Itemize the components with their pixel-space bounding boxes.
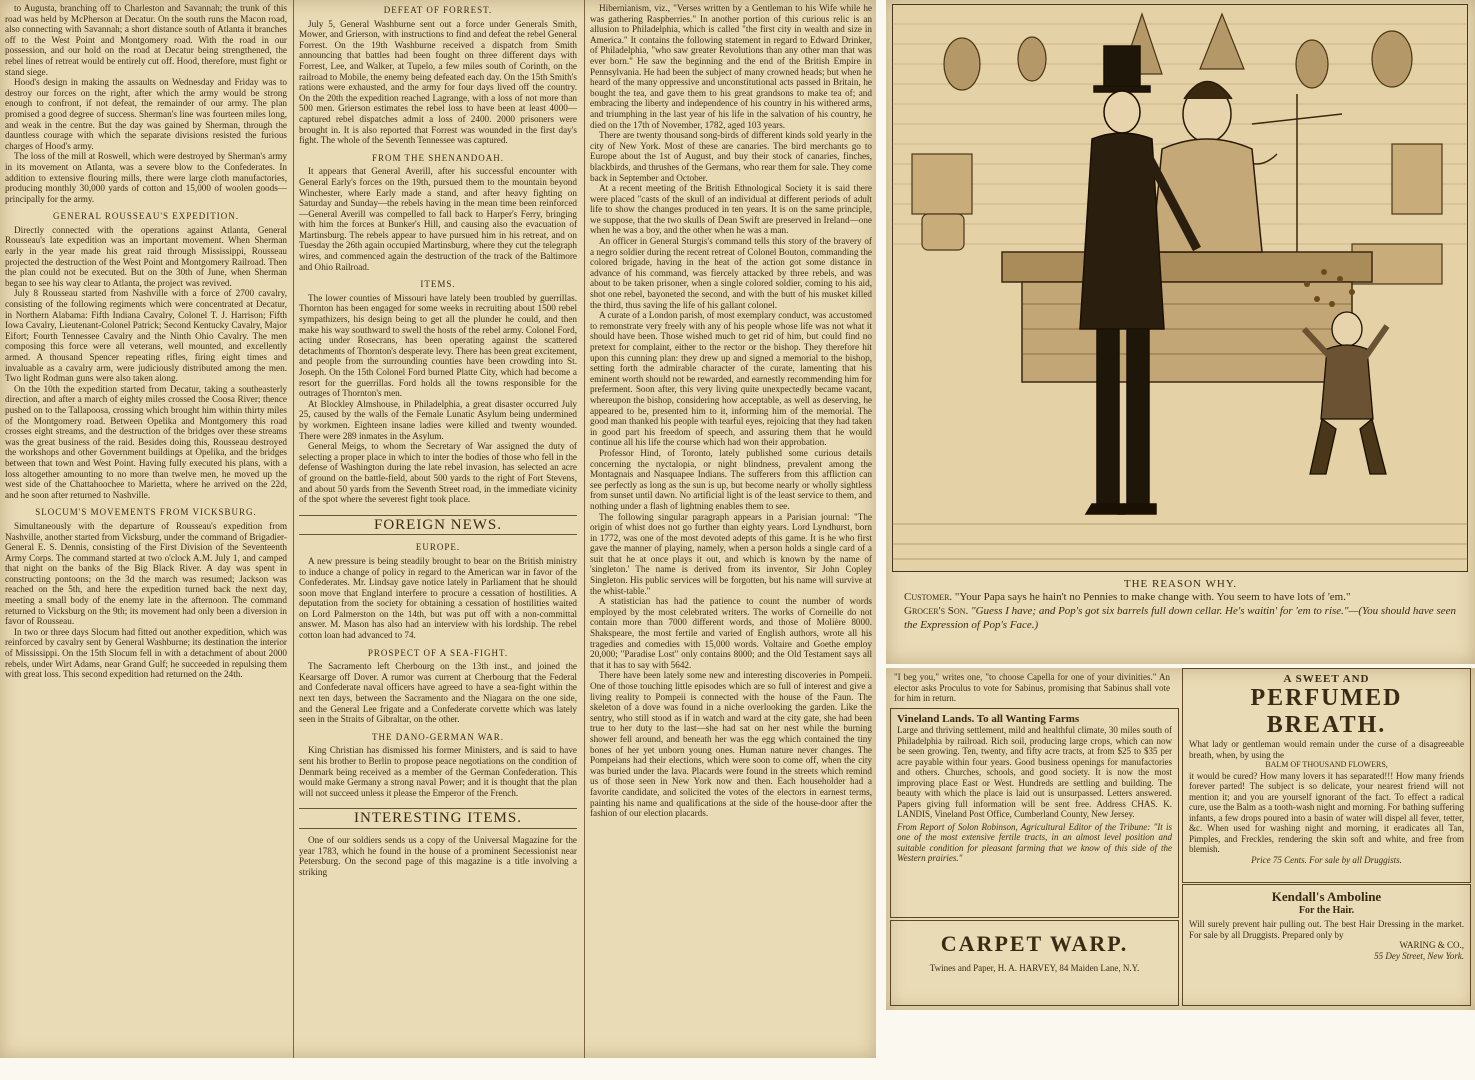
paragraph: On the 10th the expedition started from Decatur, taking a southeasterly direction, and after a march of eighty miles crossed the Coosa River; thence pushed on to the Tallapoosa, crossing which brought him within thirty miles of the Montgomery road. Between Opelika and Montgomery this road crosses eight streams, and the destruction of the bridges over these streams was the great business of the raid. Besides doing this, Rousseau destroyed the workshops and other Government buildings at Opelika, and the bridges between that town and West Point. Having fully executed his plans, with a loss altogether amounting to no more than twelve men, he moved up the west side of the Chattahoochee to Marietta, where he arrived on the 22d, and he soon after returned to Nashville. — [5, 383, 287, 500]
perfumed-breath-advertisement — [1182, 668, 1471, 883]
illustration-caption — [886, 604, 1475, 632]
breath-balm: BALM OF THOUSAND FLOWERS, — [1265, 760, 1388, 769]
paragraph: King Christian has dismissed his former Ministers, and is said to have sent his brother to Berlin to propose peace negotiations on the condition of Denmark being received as a member of the German Confederation. This would make Germany a strong naval Power; and it is thought that the plan will not succeed unless it please the Emperor of the French. — [299, 745, 577, 798]
paragraph: A statistician has had the patience to count the number of words employed by the most celebrated writers. The works of Corneille do not contain more than 7000 different words, and those of Molière 8000. Shakspeare, the most fertile and varied of English authors, wrote all his tragedies and comedies with 15,000 words. Voltaire and Goethe employ 20,000; "Paradise Lost" only contains 8000; and the Old Testament says all that it has to say with 5642. — [590, 596, 872, 670]
illustration-caption — [886, 590, 1475, 604]
carpet-warp-body: Twines and Paper, H. A. HARVEY, 84 Maiden Lane, N.Y. — [929, 963, 1140, 973]
breath-pretitle: A SWEET AND — [1283, 673, 1370, 685]
paragraph: Professor Hind, of Toronto, lately published some curious details concerning the nyctalopia, or night blindness, prevalent among the Montagnais and Nasquapee Indians. The sufferers from this affliction can see perfectly as long as the sun is up, but become nearly or wholly sightless from sunset until dawn. No artificial light is of the least service to them, and nothing under a flash of lightning enables them to see. — [590, 447, 872, 511]
text-fragment: "I beg you," writes one, "to choose Capella for one of your divinities." An elector asks Proculus to vote for Sabinus, promising that Sabinus shall vote for him in return. — [894, 672, 1170, 702]
kendall-maker: WARING & CO., — [1399, 940, 1464, 950]
section-heading: FROM THE SHENANDOAH. — [371, 152, 505, 163]
column-3 — [584, 0, 876, 1058]
paragraph: There are twenty thousand song-birds of different kinds sold yearly in the city of New York. Most of these are canaries. The bird merchants go to Europe about the 1st of August, and buy their stock of canaries, finches, blackbirds, and thrushes of the Germans, who rear them for sale. They come back in September and October. — [590, 130, 872, 183]
section-heading: EUROPE. — [415, 542, 461, 553]
column-2 — [293, 0, 582, 1058]
customer-label: Customer. — [904, 591, 953, 603]
paragraph: General Meigs, to whom the Secretary of War assigned the duty of selecting a proper place in which to inter the bodies of those who fell in the defense of Washington during the late rebel invasion, has selected an acre of ground on the battle-field, about 500 yards to the right of Fort Stevens, and about 50 yards from the Seventh Street road, in the immediate vicinity of the spot where the severest fight took place. — [299, 441, 577, 505]
paragraph: Directly connected with the operations against Atlanta, General Rousseau's late expedition was an important movement. When Sherman early in the year made his great raid through Mississippi, Rousseau projected the destruction of the West Point and Montgomery Railroad. Then the plan could not be executed. But on the 30th of June, when Sherman began to see his way clear to Atlanta, the project was revived. — [5, 224, 287, 288]
advertisement-panel — [886, 668, 1475, 1010]
section-heading: SLOCUM'S MOVEMENTS FROM VICKSBURG. — [35, 507, 257, 518]
paragraph: A curate of a London parish, of most exemplary conduct, was accustomed to remonstrate very freely with any of his people whose life was not what it should have been. Those wished much to get rid of him, but could find no pretext for complaint, either to the rector or the bishop. They therefore hit upon this cunning plan: they drew up and signed a memorial to the bishop, setting forth the admirable character of the curate, lamenting that his eminent worth should not be rewarded, and earnestly recommending him for preferment. Soon after, this very living quite unexpectedly became vacant, whereupon the bishop, considering how acceptable, as well as deserving, he appeared to be, presented him to it, informing him of the memorial. The good man thanked his people with tearful eyes, rejoicing that they had taken in good part his freedom of speech, and assuring them that he would continue all his life the course which had won their approbation. — [590, 310, 872, 448]
paragraph: An officer in General Sturgis's command tells this story of the bravery of a negro soldier during the recent retreat of Colonel Bouton, commanding the colored brigade, having in the heat of the action got some distance in advance of his command, was fiercely attacked by three rebels, and was about to be taken prisoner, when a single colored soldier, coming to his aid, shot one rebel, bayoneted the second, and with the butt of his musket killed the third, thus saving the life of his gallant colonel. — [590, 236, 872, 310]
kendall-body: Will surely prevent hair pulling out. The best Hair Dressing in the market. For sale by all Druggists. Prepared only by — [1189, 919, 1464, 940]
paragraph: It appears that General Averill, after his successful encounter with General Early's forces on the 19th, pursued them to the mountain beyond Winchester, where Early made a stand, and after heavy fighting on Saturday and Sunday—the rebels having in the mean time been reinforced—General Averill was compelled to fall back to Harper's Ferry, bringing with him the forces at Bunker's Hill, and causing also the evacuation of Martinsburg. The rebels appear to have pursued him in his retreat, and on Tuesday the 26th again occupied Martinsburg, where they cut the telegraph wires, and commenced again the destruction of the track of the Baltimore and Ohio Railroad. — [299, 166, 577, 272]
son-quote: "Guess I have; and Pop's got six barrels full down cellar. He's waitin' for 'em to rise."—(You should have seen the Expression of Pop's Face.) — [904, 605, 1456, 631]
paragraph: In two or three days Slocum had fitted out another expedition, which was reinforced by cavalry sent by General Washburne; its destination the interior of Mississippi. On the 15th Slocum fell in with a detachment of about 2000 rebels, under Wirt Adams, near Grand Gulf; he succeeded in repulsing them with great loss. This second expedition had returned on the 24th. — [5, 626, 287, 680]
kendall-title: Kendall's Amboline — [1271, 889, 1382, 904]
paragraph: The following singular paragraph appears in a Parisian journal: "The origin of whist does not go further than eighty years. Lord Lyndhurst, born in 1772, was one of the most devoted adepts of this game. It is he who first gave the manner of playing, namely, when a person holds a single card of a suit that he at once plays it out, and which is known by the name of 'singleton.' The name is derived from its inventor, Sir John Copley Singleton. His public services will be forgotten, but his name will survive at the whist-table." — [590, 511, 872, 596]
foreign-news-heading: FOREIGN NEWS. — [299, 515, 577, 536]
paragraph: The Sacramento left Cherbourg on the 13th inst., and joined the Kearsarge off Dover. A rumor was current at Cherbourg that the Federal and Confederate naval officers have agreed to have a sea-fight within the next ten days, between the Sacramento and the Niagara on the one side, and the General Lee frigate and a Confederate corvette which was lately seen in the Straits of Gibraltar, on the other. — [299, 661, 577, 725]
paragraph: Hood's design in making the assaults on Wednesday and Friday was to destroy our forces on the right, after which the army would be strong enough to confront, if not defeat, the remainder of our army. The plan promised a good degree of success. Sherman's line was fourteen miles long, and weak in the centre. But the day was gained by Sherman, through the dauntless courage with which the separate divisions resisted the furious charges of Hood's army. — [5, 77, 287, 151]
column-1 — [0, 0, 292, 1058]
paragraph: Hibernianism, viz., "Verses written by a Gentleman to his Wife while he was gathering Raspberries." In another portion of this curious relic is an allusion to Philadelphia, which is called "the first city in wealth and size in America." It contains the following statement in regard to Edward Drinker, of Philadelphia, "who saw greater Revolutions than any other man that was ever born." He saw the beginning and the end of the British Empire in Pennsylvania. He had been the subject of many crowned heads; but when he heard of the many oppressive and unconstitutional acts passed in Britain, he bought the tea, and gave them to his great grandsons to make tea of; and embracing the liberty and independence of his country in his withered arms, and triumphing in the last year of his life in the salvation of his country, he died on the 17th of November, 1782, aged 103 years. — [590, 3, 872, 130]
section-heading: THE DANO-GERMAN WAR. — [371, 731, 505, 742]
section-heading: GENERAL ROUSSEAU'S EXPEDITION. — [52, 211, 240, 222]
paragraph: The loss of the mill at Roswell, which were destroyed by Sherman's army in its movement on Atlanta, was a severe blow to the Confederates. In addition to extensive flouring mills, there were large cloth manufactories, producing monthly 30,000 yards of cotton and 15,000 of woolen goods—principally for the army. — [5, 151, 287, 204]
paragraph: At a recent meeting of the British Ethnological Society it is said there were placed "casts of the skull of an individual at different periods of adult life to show the changes produced in ten years. It is on the same principle, we suppose, that the two skulls of Dean Swift are preserved in Ireland—one when he was a boy, and the other when he was a man. — [590, 183, 872, 236]
illustration-panel — [886, 0, 1475, 664]
paragraph: Simultaneously with the departure of Rousseau's expedition from Nashville, another started from Vicksburg, under the command of Brigadier-General E. S. Dennis, consisting of the First Division of the Seventeenth Army Corps. The command started at two o'clock A.M. July 1, and camped that night on the banks of the Big Black River. A day was spent in constructing pontoons; on the 3d the march was resumed; Jackson was reached on the 5th, and here the expedition turned back the next day, meeting a small body of the enemy late in the afternoon. The command returned to Vicksburg on the 9th; its movement had only been a diversion in favor of Rousseau. — [5, 520, 287, 627]
customer-quote: "Your Papa says he hain't no Pennies to make change with. You seem to have lots of 'em." — [954, 591, 1351, 603]
kendall-address: 55 Dey Street, New York. — [1374, 950, 1464, 961]
breath-body: it would be cured? How many lovers it has separated!!! How many friends forever parted! The subject is so delicate, your nearest friend will not mention it; and you are yourself ignorant of the fact. To effect a radical cure, use the Balm as a tooth-wash night and morning. For bathing suffering infants, a few drops poured into a basin of water will dispel all fever, tetter, &c. When used for washing night and morning, it eradicates all Tan, Pimples, and Freckles, rendering the skin soft and white, and free from blemish. — [1189, 770, 1464, 854]
paragraph: One of our soldiers sends us a copy of the Universal Magazine for the year 1783, which he found in the house of a prominent Secessionist near Petersburg. On the second page of this magazine is a title involving a striking — [299, 834, 577, 877]
section-heading: PROSPECT OF A SEA-FIGHT. — [367, 647, 509, 658]
son-label: Grocer's Son. — [904, 605, 969, 617]
carpet-warp-advertisement — [890, 920, 1179, 1006]
kendall-advertisement — [1182, 884, 1471, 1006]
grocery-store-engraving — [892, 4, 1468, 572]
paragraph: There have been lately some new and interesting discoveries in Pompeii. One of those touching little episodes which are so full of interest and give a living reality to Pompeii is connected with the house of the Faun. The skeleton of a dove was found in a niche overlooking the garden. Like the sentry, who still stood as if in watch and ward at the city gate, she had been true to her duty to the last—she had sat on her nest while the burning shower fell around, and beneath her was the egg which contained the tiny bones of her yet unborn young ones. Human nature never changes. The Pompeians had their elections, which were soon to come off, when the city was buried under the lava. Placards were found in the streets which remind us of those seen in New York now and then. Each householder had a favorite candidate, and solicited the votes of the electors in earnest terms, painting his name and qualifications at the side of the house-door after the fashion of our election placards. — [590, 670, 872, 819]
section-heading: DEFEAT OF FORREST. — [383, 5, 493, 15]
breath-body: What lady or gentleman would remain under the curse of a disagreeable breath, when, by using the — [1189, 739, 1464, 760]
paragraph: A new pressure is being steadily brought to bear on the British ministry to induce a change of policy in regard to the American war in favor of the Confederates. Mr. Lindsay gave notice lately in Parliament that he should soon move that England interfere to procure a cessation of hostilities. A deputation from the society for obtaining a cessation of hostilities waited on Lord Palmerston on the 14th, but was put off with a non-committal answer. M. Mason has also had an interview with his lordship. The rebel cotton loan had advanced to 74. — [299, 555, 577, 641]
vineland-advertisement — [890, 708, 1179, 918]
section-heading: ITEMS. — [420, 279, 456, 290]
vineland-title: Vineland Lands. To all Wanting Farms — [897, 713, 1080, 725]
paragraph: At Blockley Almshouse, in Philadelphia, a great disaster occurred July 25, caused by the walls of the Female Lunatic Asylum being undermined by workmen. Eighteen insane ladies were killed and twenty wounded. There were 289 inmates in the Asylum. — [299, 398, 577, 441]
paragraph: July 5, General Washburne sent out a force under Generals Smith, Mower, and Grierson, with instructions to find and defeat the rebel General Forrest. On the 19th Washburne received a dispatch from Smith announcing that battles had been fought on three different days with Forrest, Lee, and Walker, at Tupelo, a few miles south of Corinth, on the railroad to Mobile, the enemy being defeated each day. On the 15th Smith's rations were exhausted, and the army for four days lived off the country. On the 20th the expedition reached Lagrange, with a loss of not more than 500 men. Grierson estimates the rebel loss to have been at least 4000—captured rebel dispatches admit a loss of 2400. 2000 prisoners were brought in. It is also reported that Forrest was wounded in the first day's fight. The whole of the Seventh Tennessee was captured. — [299, 18, 577, 146]
vineland-body: Large and thriving settlement, mild and healthful climate, 30 miles south of Philadelphia by railroad. Rich soil, producing large crops, which can now be seen growing. Ten, twenty, and fifty acre tracts, at from $25 to $35 per acre payable within four years. Good business openings for manufactories and others. Churches, schools, and good society. It is now the most improving place East or West. Hundreds are settling and building. The beauty with which the place is laid out is unsurpassed. Letters answered. Papers giving full information will be sent free. Address CHAS. K. LANDIS, Vineland Post Office, Cumberland County, New Jersey. — [897, 725, 1172, 819]
paragraph: The lower counties of Missouri have lately been troubled by guerrillas. Thornton has been engaged for some weeks in recruiting about 1500 rebel sympathizers, his design being to get all the plunder he could, and then make his way southward to swell the hosts of the rebel army. Colonel Ford, acting under Rosecrans, has been operating against the scattered detachments of Thornton's desperate levy. There has been great excitement, and people from the surrounding counties have been crowding into St. Joseph. On the 15th Colonel Ford burned Platte City, which had become a resort for the guerrillas. Ford holds all the towns responsible for the outrages of Thornton's men. — [299, 292, 577, 399]
kendall-subtitle: For the Hair. — [1298, 905, 1355, 916]
breath-title: PERFUMED BREATH. — [1250, 685, 1403, 738]
vineland-report: From Report of Solon Robinson, Agricultural Editor of the Tribune: "It is one of the most extensive fertile tracts, in an almost level position and suitable condition for pleasant farming that we know of this side of the Western prairies." — [897, 821, 1172, 863]
paragraph: July 8 Rousseau started from Nashville with a force of 2700 cavalry, consisting of the following regiments which were concentrated at Decatur, in Northern Alabama: Fifth Indiana Cavalry, Colonel T. J. Harrison; Fifth Iowa Cavalry, Lieutenant-Colonel Patrick; Second Kentucky Cavalry, Major Eifort; Fourth Tennessee Cavalry and the Ninth Ohio Cavalry. The men composing this force were all veterans, well mounted, and excellently armed. A thousand Spencer repeating rifles, firing eight times and invaluable as a cavalry arm, were judiciously distributed among the men. Two light Rodman guns were also taken along. — [5, 288, 287, 384]
breath-price: Price 75 Cents. For sale by all Druggists. — [1251, 854, 1402, 865]
illustration-title: THE REASON WHY. — [1123, 578, 1238, 590]
paragraph: to Augusta, branching off to Charleston and Savannah; the trunk of this road was held by McPherson at Decatur. On the south runs the Macon road, also connecting with Savannah; a short distance south of Atlanta it branches off to the West Point and Montgomery road. With the road in our possession, and our hold on the road at Decatur being strengthened, the rebel lines of retreat would be entirely cut off. Hood, therefore, must fight or stand siege. — [5, 3, 287, 77]
interesting-items-heading: INTERESTING ITEMS. — [299, 808, 577, 829]
carpet-warp-title: CARPET WARP. — [940, 931, 1129, 956]
